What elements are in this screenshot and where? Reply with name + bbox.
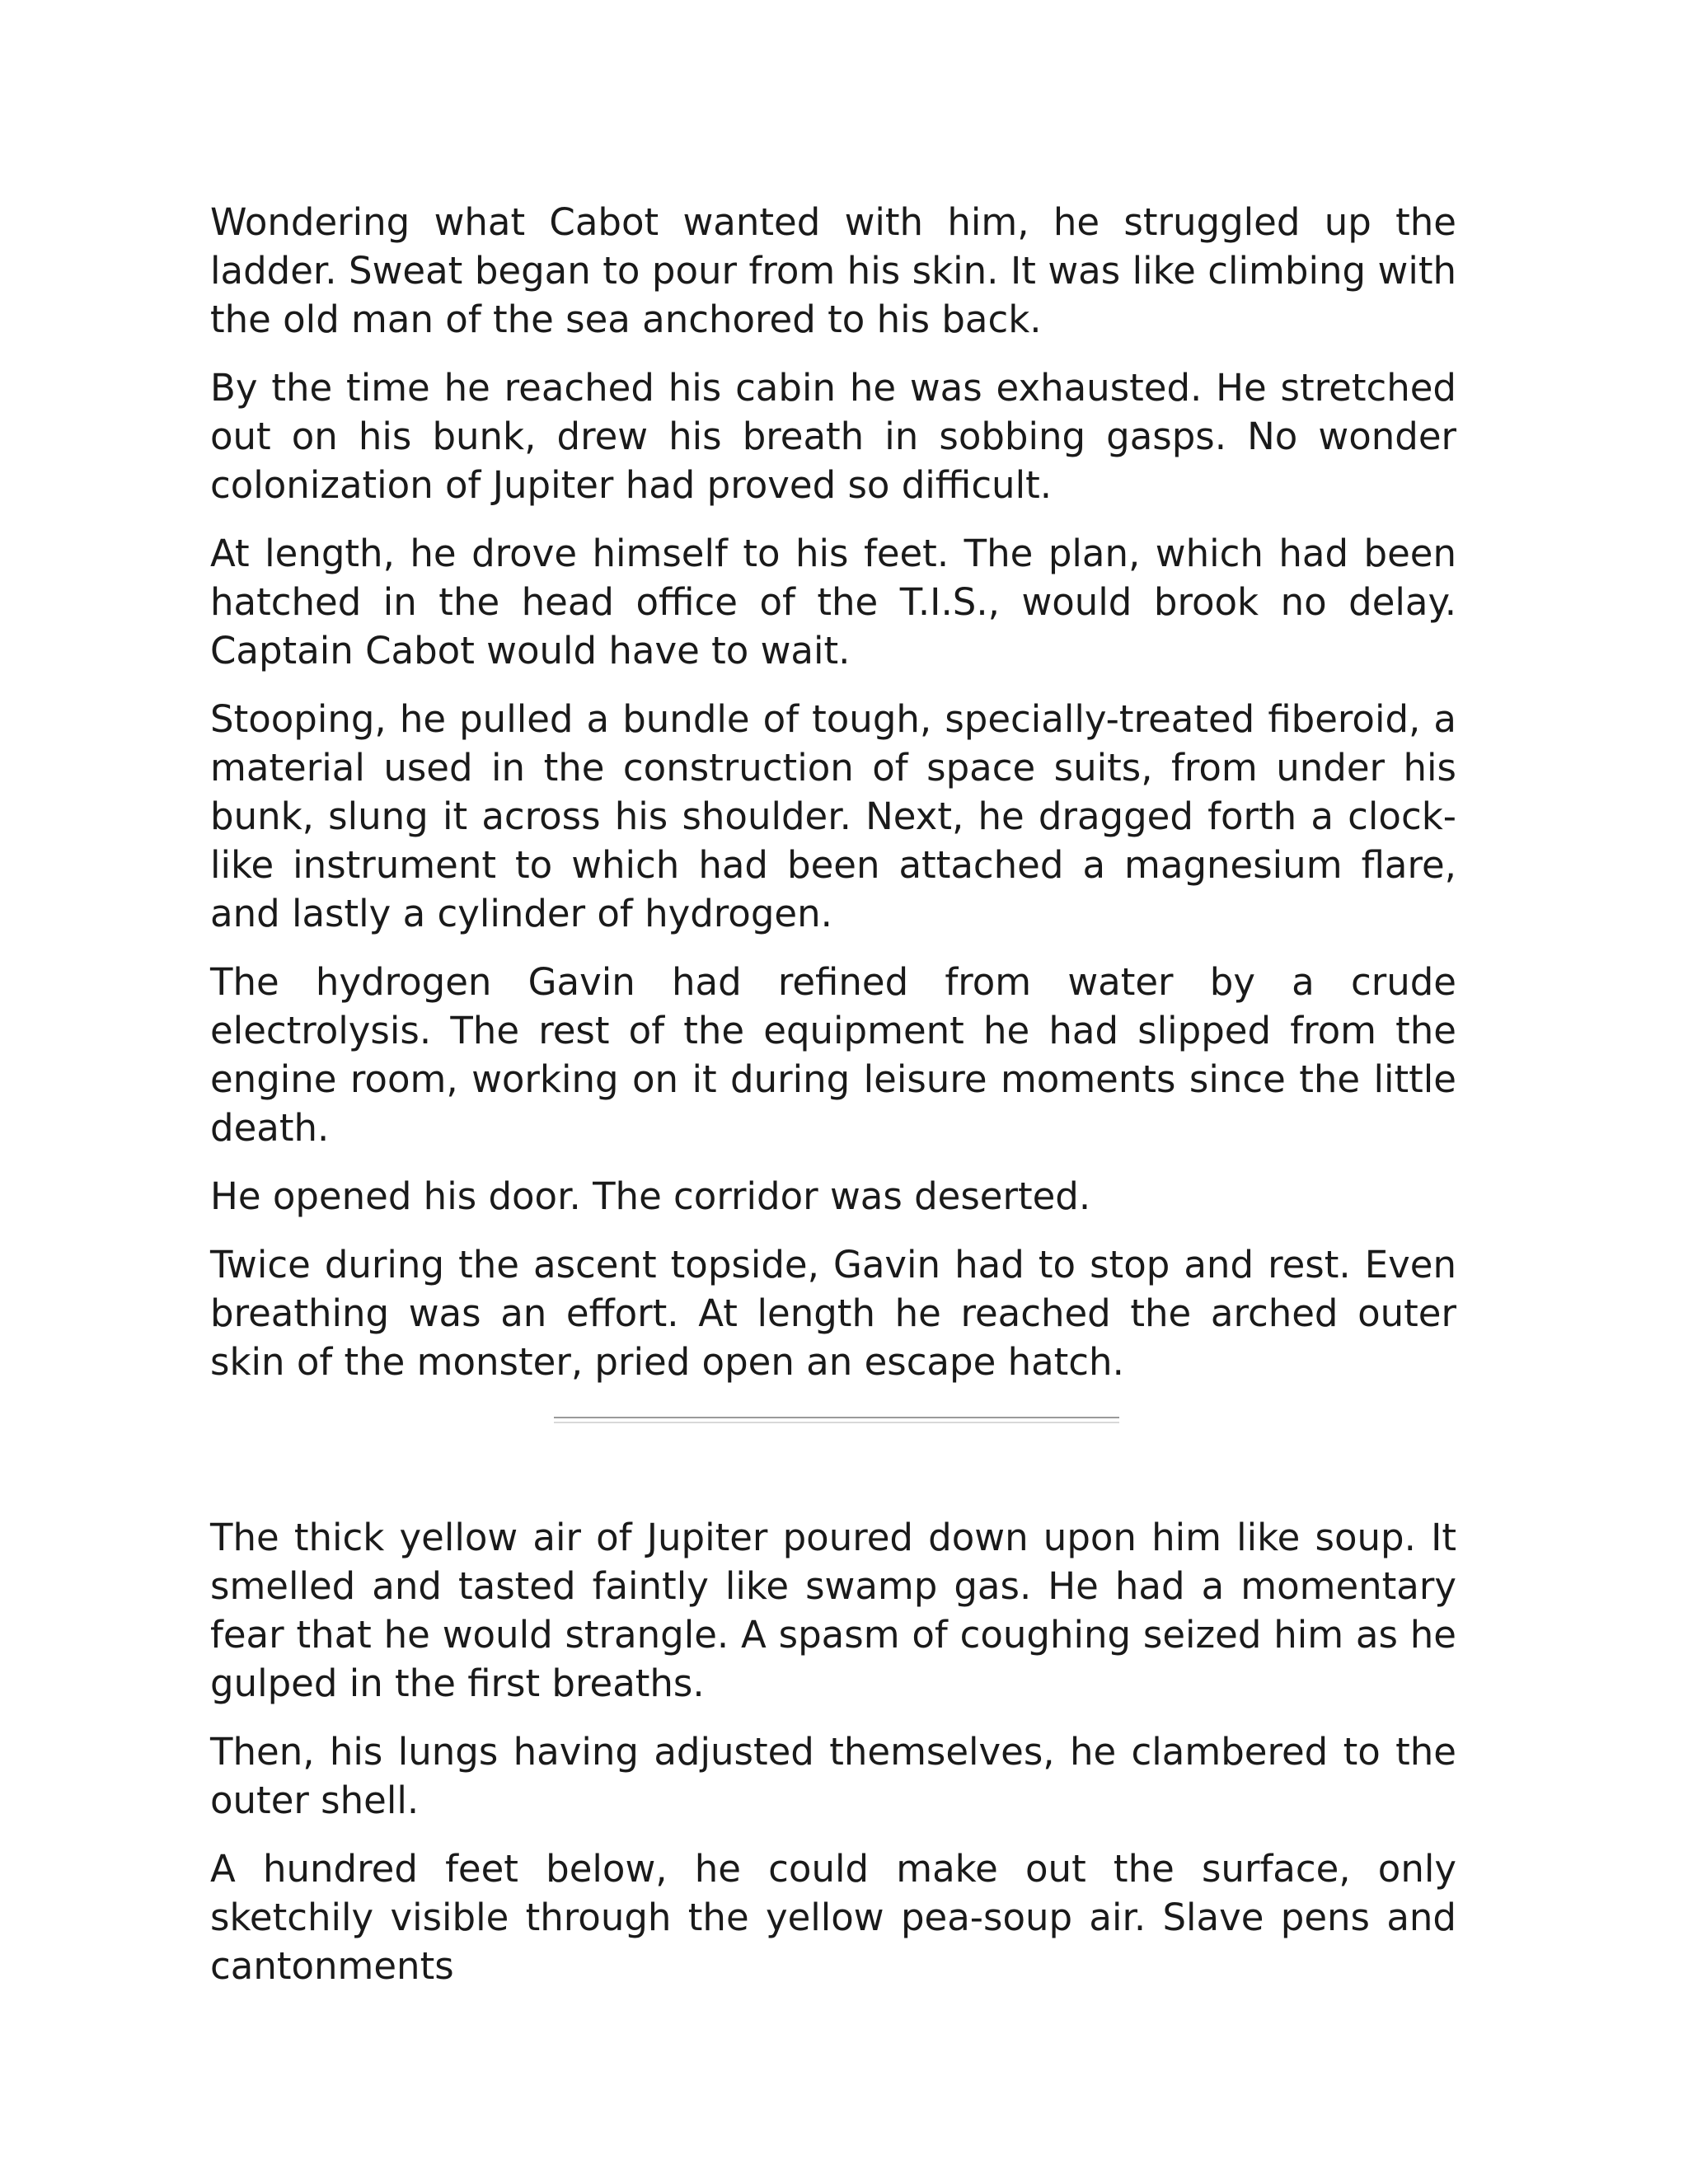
- paragraph: By the time he reached his cabin he was exhausted. He stretched out on his bunk, drew his breath in sobbing gasps. No wonder colonization of Jupiter had proved so difficult.: [210, 366, 1456, 507]
- section-two: [210, 1513, 1456, 2010]
- paragraph: At length, he drove himself to his feet. The plan, which had been hatched in the head office of the T.I.S., would brook no delay. Captain Cabot would have to wait.: [210, 532, 1456, 673]
- paragraph: Stooping, he pulled a bundle of tough, specially-treated fiberoid, a material used in the construction of space suits, from under his bunk, slung it across his shoulder. Next, he dragged forth a clock-like instrument to which had been attached a magnesium flare, and lastly a cylinder of hydrogen.: [210, 697, 1456, 935]
- paragraph: The hydrogen Gavin had refined from water by a crude electrolysis. The rest of the equipment he had slipped from the engine room, working on it during leisure moments since the little death.: [210, 960, 1456, 1150]
- paragraph: A hundred feet below, he could make out the surface, only sketchily visible through the yellow pea-soup air. Slave pens and cantonments: [210, 1847, 1456, 1988]
- scene-break-divider: [554, 1417, 1119, 1423]
- paragraph: Then, his lungs having adjusted themselves, he clambered to the outer shell.: [210, 1730, 1456, 1822]
- paragraph: Wondering what Cabot wanted with him, he struggled up the ladder. Sweat began to pour from his skin. It was like climbing with the old man of the sea anchored to his back.: [210, 200, 1456, 341]
- paragraph: He opened his door. The corridor was deserted.: [210, 1174, 1091, 1218]
- paragraph: The thick yellow air of Jupiter poured down upon him like soup. It smelled and tasted faintly like swamp gas. He had a momentary fear that he would strangle. A spasm of coughing seized him as he gulped in the first breaths.: [210, 1516, 1456, 1705]
- section-one: [210, 198, 1456, 1406]
- paragraph: Twice during the ascent topside, Gavin had to stop and rest. Even breathing was an effort. At length he reached the arched outer skin of the monster, pried open an escape hatch.: [210, 1243, 1456, 1384]
